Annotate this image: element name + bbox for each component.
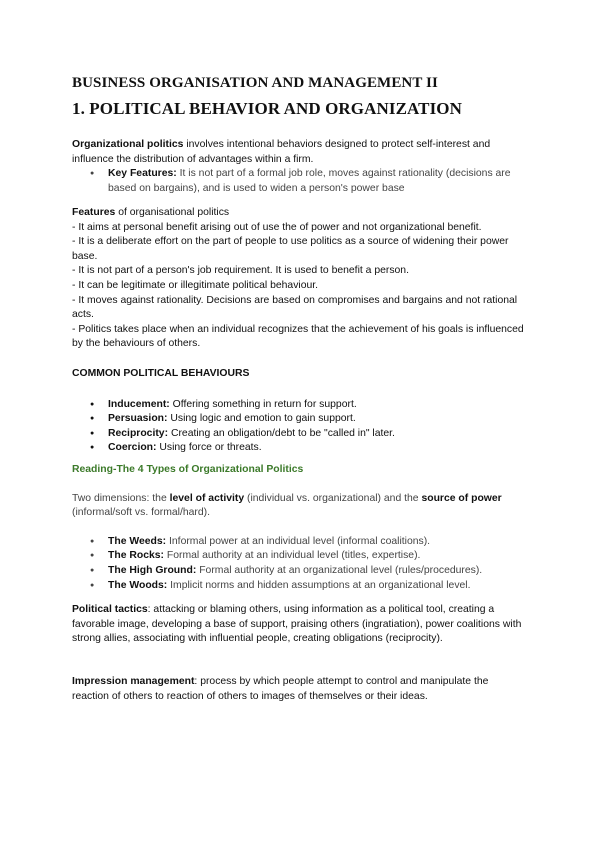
common-behaviours-heading: COMMON POLITICAL BEHAVIOURS [72, 368, 250, 379]
behaviour-item [72, 412, 528, 427]
intro-section [72, 138, 528, 196]
key-features-label: Key Features: [108, 168, 177, 180]
features-heading [72, 206, 528, 221]
reading-dimensions [72, 492, 528, 521]
tactics-section [72, 603, 528, 647]
feature-item: - It is a deliberate effort on the part of people to use politics as a source of widening their power base. [72, 236, 509, 262]
feature-item: - It is not part of a person's job requirement. It is used to benefit a person. [72, 265, 409, 277]
behaviour-text: Using force or threats. [156, 442, 262, 454]
politics-type-text: Formal authority at an individual level (titles, expertise). [164, 550, 421, 562]
intro-paragraph [72, 138, 528, 167]
tactics-paragraph [72, 603, 528, 647]
behaviour-item [72, 441, 528, 456]
reading-section [72, 463, 528, 593]
key-features-text: It is not part of a formal job role, moves against rationality (decisions are based on bargains), and is used to widen a person's power base [108, 168, 511, 194]
politics-type-item [72, 564, 528, 579]
politics-type-text: Informal power at an individual level (informal coalitions). [166, 535, 431, 547]
reading-heading: Reading-The 4 Types of Organizational Politics [72, 464, 304, 475]
behaviours-list [72, 398, 528, 456]
features-label: Features [72, 207, 116, 218]
key-features-list [72, 167, 528, 196]
behaviour-text: Creating an obligation/debt to be "called in" later. [168, 427, 395, 439]
politics-type-term: The Weeds: [108, 535, 167, 547]
key-features-item [72, 167, 528, 196]
intro-term: Organizational politics [72, 139, 184, 150]
impression-section [72, 675, 528, 704]
tactics-text: : attacking or blaming others, using information as a political tool, creating a favorable image, developing a base of support, praising others (ingratiation), power coalitions with strong allies, associating with influential people, creating obligations (reciprocity). [72, 604, 522, 645]
politics-type-item [72, 579, 528, 594]
behaviour-item [72, 398, 528, 413]
dims-level-of-activity: level of activity [169, 492, 245, 504]
course-title: BUSINESS ORGANISATION AND MANAGEMENT II [72, 75, 438, 91]
dims-text: Two dimensions: the [72, 492, 170, 504]
intro-definition: involves intentional behaviors designed to protect self-interest and influence the distribution of advantages within a firm. [72, 139, 491, 165]
behaviour-text: Using logic and emotion to gain support. [167, 413, 356, 425]
dims-text: (individual vs. organizational) and the [244, 492, 422, 504]
features-section [72, 206, 528, 352]
politics-type-term: The High Ground: [108, 564, 197, 576]
politics-types-list [72, 535, 528, 593]
politics-type-text: Formal authority at an organizational level (rules/procedures). [196, 564, 483, 576]
feature-item: - It aims at personal benefit arising out of use the of power and not organizational benefit. [72, 221, 482, 233]
behaviour-item [72, 427, 528, 442]
common-behaviours-section [72, 367, 528, 456]
tactics-term: Political tactics [72, 604, 148, 615]
impression-term: Impression management [72, 676, 195, 687]
politics-type-item [72, 535, 528, 550]
behaviour-term: Inducement: [108, 398, 170, 410]
behaviour-term: Persuasion: [108, 413, 168, 425]
politics-type-text: Implicit norms and hidden assumptions at an organizational level. [167, 579, 471, 591]
behaviour-term: Reciprocity: [108, 427, 169, 439]
impression-text: : process by which people attempt to control and manipulate the reaction of others to reaction of others to images of themselves or their ideas. [72, 676, 489, 702]
politics-type-term: The Rocks: [108, 550, 165, 562]
impression-paragraph [72, 675, 528, 704]
section-title: 1. POLITICAL BEHAVIOR AND ORGANIZATION [72, 99, 462, 118]
feature-item: - It can be legitimate or illegitimate political behaviour. [72, 279, 319, 291]
behaviour-text: Offering something in return for support. [169, 398, 357, 410]
dims-source-of-power: source of power [421, 492, 502, 504]
features-label-rest: of organisational politics [115, 207, 230, 218]
politics-type-item [72, 549, 528, 564]
behaviour-term: Coercion: [108, 442, 157, 454]
politics-type-term: The Woods: [108, 579, 168, 591]
feature-item: - It moves against rationality. Decisions are based on compromises and bargains and not rational acts. [72, 294, 518, 321]
dims-text: (informal/soft vs. formal/hard). [72, 507, 211, 519]
feature-item: - Politics takes place when an individual recognizes that the achievement of his goals is influenced by the behaviours of others. [72, 323, 524, 350]
